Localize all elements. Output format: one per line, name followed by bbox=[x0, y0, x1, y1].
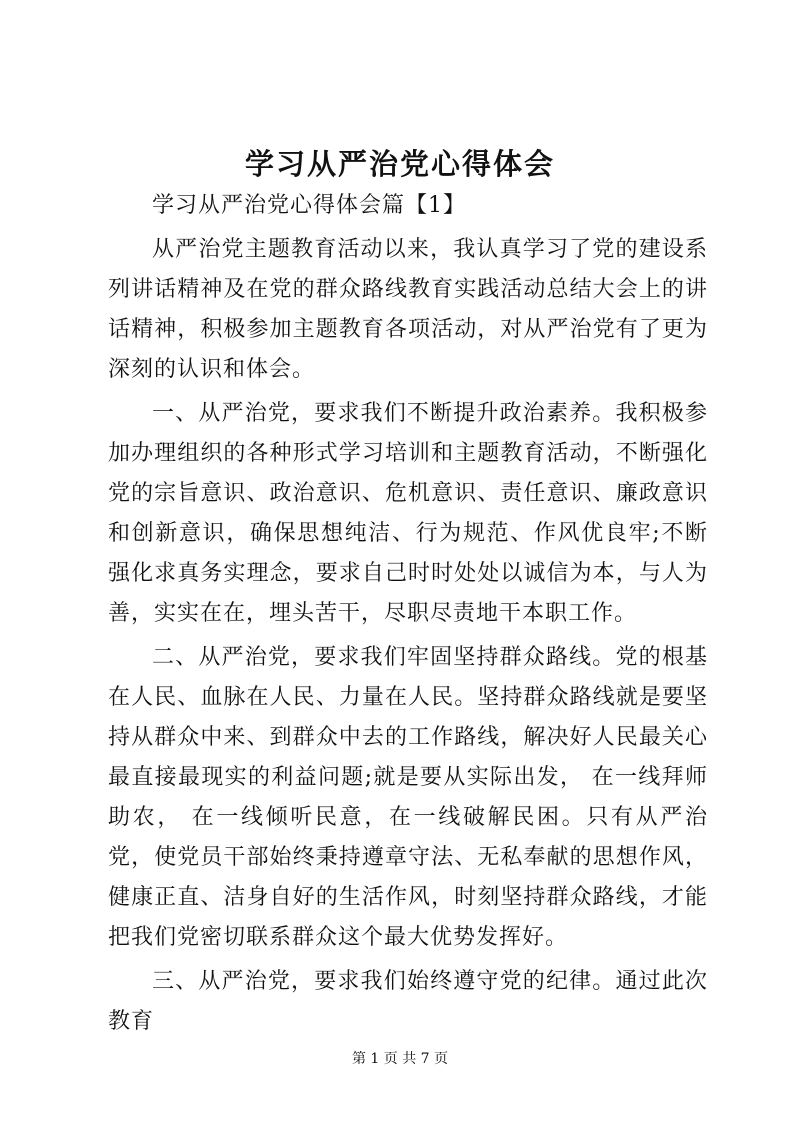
document-body bbox=[108, 186, 708, 1042]
page-footer: 第 1 页 共 7 页 bbox=[351, 1051, 449, 1067]
paragraph-point-two: 二、从严治党，要求我们牢固坚持群众路线。党的根基在人民、血脉在人民、力量在人民。坚持群众路线就是要坚持从群众中来、到群众中去的工作路线，解决好人民最关心最直接最现实的利益问题;就是要从实际出发， 在一线拜师助农， 在一线倾听民意，在一线破解民困。只有从严治党，使党员干部始终秉持遵章守法、无私奉献的思想作风，健康正直、洁身自好的生活作风，时刻坚持群众路线，才能把我们党密切联系群众这个最大优势发挥好。 bbox=[108, 645, 708, 950]
page-title: 学习从严治党心得体会 bbox=[244, 147, 555, 181]
paragraph-point-three: 三、从严治党，要求我们始终遵守党的纪律。通过此次教育 bbox=[108, 969, 708, 1034]
section-subheading: 学习从严治党心得体会篇【1】 bbox=[152, 193, 466, 218]
paragraph-point-one: 一、从严治党，要求我们不断提升政治素养。我积极参加办理组织的各种形式学习培训和主题教育活动，不断强化党的宗旨意识、政治意识、危机意识、责任意识、廉政意识和创新意识，确保思想纯洁、行为规范、作风优良牢;不断强化求真务实理念，要求自己时时处处以诚信为本，与人为善，实实在在，埋头苦干，尽职尽责地干本职工作。 bbox=[108, 401, 708, 626]
paragraph-intro: 从严治党主题教育活动以来，我认真学习了党的建设系列讲话精神及在党的群众路线教育实践活动总结大会上的讲话精神，积极参加主题教育各项活动，对从严治党有了更为深刻的认识和体会。 bbox=[108, 237, 708, 382]
